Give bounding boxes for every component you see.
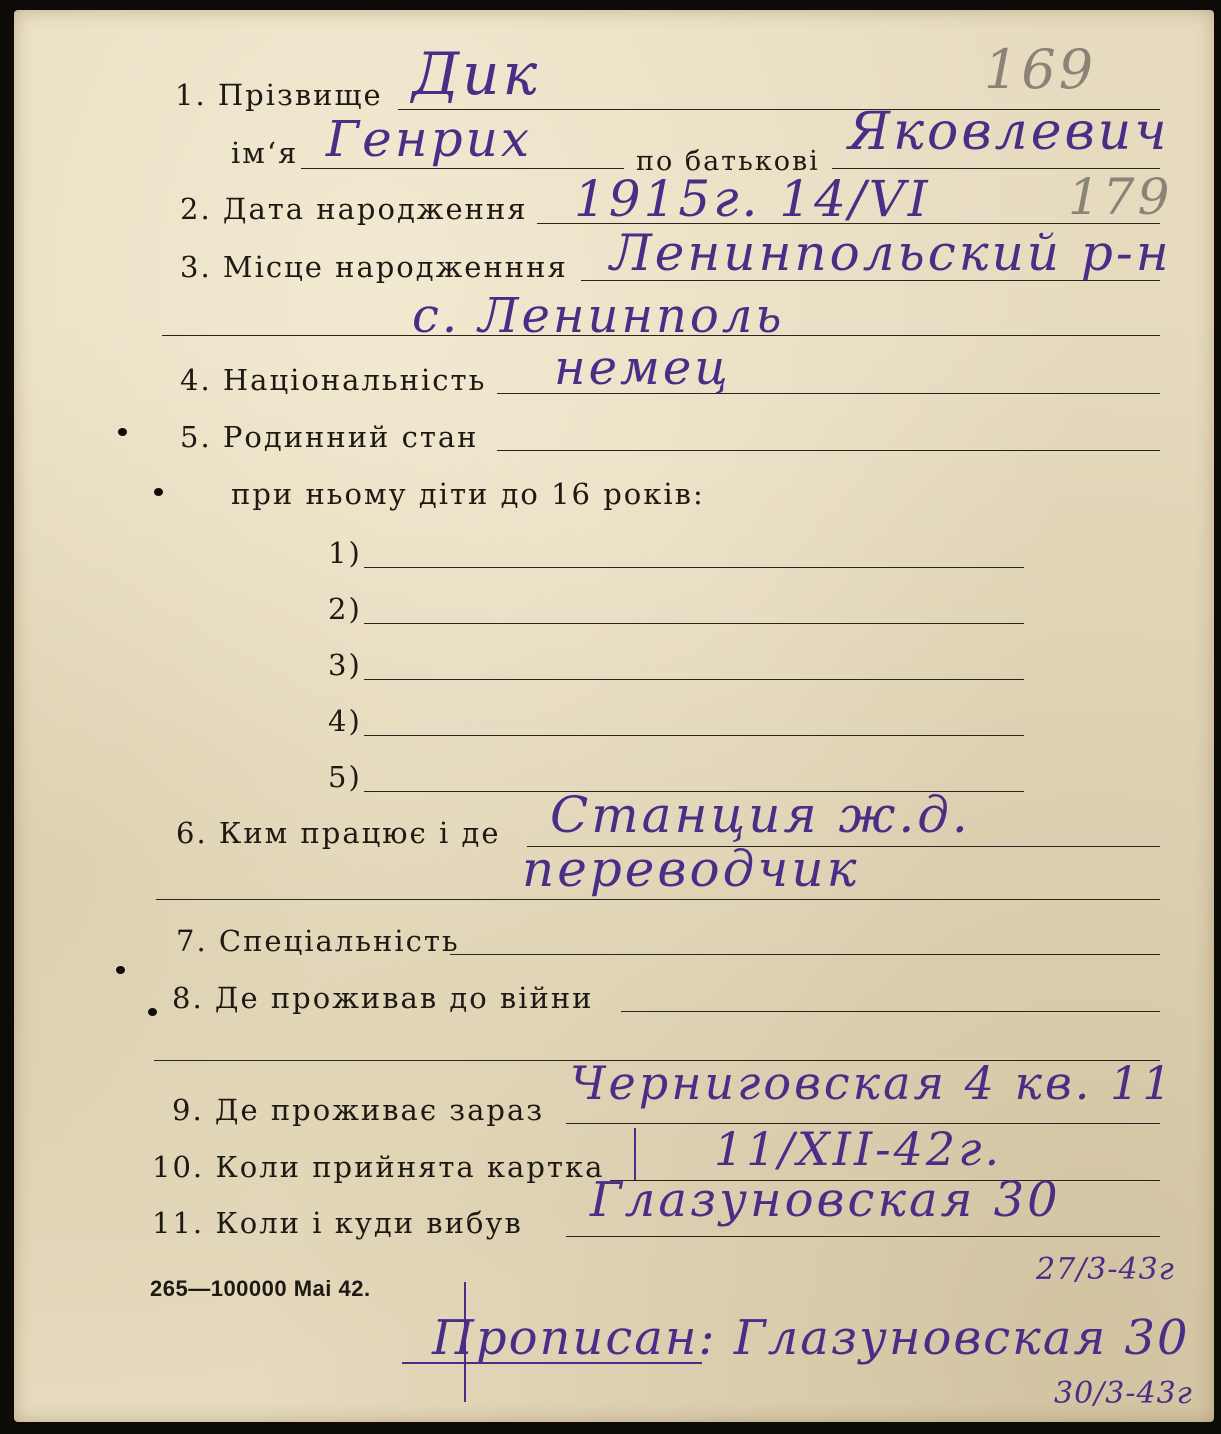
hw-registered-date: 30/3-43г: [1054, 1376, 1193, 1411]
punch-hole: [116, 966, 125, 974]
label-work: 6. Ким працює і де: [176, 816, 501, 850]
hw-work-1: Станция ж.д.: [550, 786, 971, 844]
hw-card-date: 11/XII-42г.: [714, 1122, 1003, 1176]
child-row-label: 4): [328, 704, 362, 738]
hw-underline: [402, 1362, 702, 1364]
child-row-line: [364, 567, 1024, 568]
punch-hole: [148, 1008, 157, 1016]
label-name: ім‘я: [231, 136, 299, 170]
child-row-label: 1): [328, 536, 362, 570]
label-surname: 1. Прізвище: [175, 78, 383, 112]
hw-date-moved: 27/3-43г: [1036, 1252, 1175, 1287]
print-code: 265—100000 Mai 42.: [150, 1276, 371, 1301]
hw-patronymic: Яковлевич: [848, 102, 1170, 162]
hw-work-2: переводчик: [522, 840, 860, 898]
child-row-label: 5): [328, 760, 362, 794]
hw-card-number-2: 179: [1068, 168, 1173, 226]
hw-moved-to: Глазуновская 30: [590, 1172, 1061, 1228]
registration-card: [14, 10, 1214, 1422]
label-prewar-address: 8. Де проживав до війни: [172, 981, 594, 1015]
punch-hole: [118, 428, 127, 436]
hw-stroke: [464, 1282, 466, 1402]
line-family-status: [497, 450, 1160, 451]
child-row-line: [364, 623, 1024, 624]
label-patronymic: по батькові: [636, 146, 820, 177]
label-children: при ньому діти до 16 років:: [231, 477, 705, 511]
hw-birth-place-1: Ленинпольский р-н: [610, 224, 1172, 282]
label-moved: 11. Коли і куди вибув: [152, 1206, 523, 1240]
child-row-label: 3): [328, 648, 362, 682]
child-row-line: [364, 735, 1024, 736]
label-card-date: 10. Коли прийнята картка: [152, 1150, 605, 1184]
hw-card-number: 169: [984, 38, 1097, 101]
hw-name: Генрих: [326, 110, 533, 168]
hw-nationality: немец: [554, 340, 731, 396]
label-family-status: 5. Родинний стан: [180, 420, 479, 454]
label-birth-place: 3. Місце народженння: [180, 250, 568, 284]
punch-hole: [154, 488, 163, 496]
label-current-address: 9. Де проживає зараз: [172, 1093, 545, 1127]
hw-birth-place-2: с. Ленинполь: [412, 288, 785, 344]
hw-registered: Прописан: Глазуновская 30: [432, 1310, 1190, 1366]
hw-current-address: Черниговская 4 кв. 11: [570, 1056, 1175, 1110]
line-specialty: [450, 954, 1160, 955]
label-birth-date: 2. Дата народження: [180, 192, 528, 226]
line-prewar-address: [621, 1011, 1160, 1012]
label-specialty: 7. Спеціальність: [176, 924, 460, 958]
line-work-2: [156, 899, 1160, 900]
line-name: [301, 168, 624, 169]
hw-surname: Дик: [412, 40, 541, 108]
label-nationality: 4. Національність: [180, 363, 487, 397]
hw-birth-date: 1915г. 14/VI: [574, 170, 931, 228]
line-moved: [566, 1236, 1160, 1237]
child-row-label: 2): [328, 592, 362, 626]
child-row-line: [364, 679, 1024, 680]
